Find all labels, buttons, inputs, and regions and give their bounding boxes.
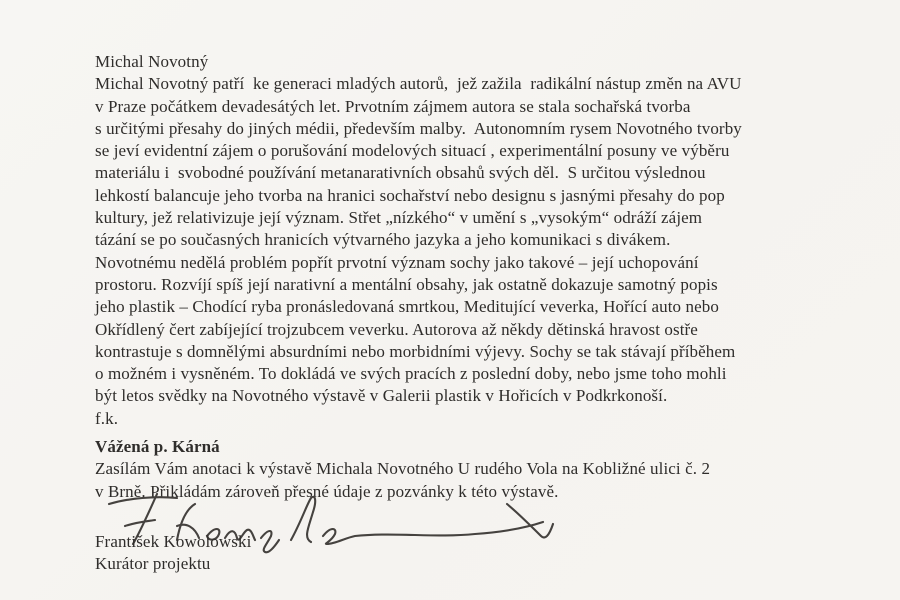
signatory-block [95,531,251,576]
body-line: kultury, jež relativizuje její význam. Střet „nízkého“ v umění s „vysokým“ odráží zájem [95,208,703,228]
body-line: materiálu i svobodné používání metanarativních obsahů svých děl. S určitou výslednou [95,163,706,183]
body-line: tázání se po současných hranicích výtvarného jazyka a jeho komunikaci s divákem. [95,230,671,250]
body-line: být letos svědky na Novotného výstavě v Galerii plastik v Hořicích v Podkrkonoší. [95,386,668,406]
body-line: Okřídlený čert zabíjející trojzubcem veverku. Autorova až někdy dětinská hravost ostře [95,319,698,339]
body-line: Michal Novotný patří ke generaci mladých autorů, jež zažila radikální nástup změn na AVU [95,74,742,94]
body-line: s určitými přesahy do jiných médii, především malby. Autonomním rysem Novotného tvorby [95,118,742,138]
body-line: kontrastuje s domnělými absurdními nebo morbidními výjevy. Sochy se tak stávají příběhem [95,341,736,361]
closing-line: Zasílám Vám anotaci k výstavě Michala Novotného U rudého Vola na Kobližné ulici č. 2 [95,459,711,479]
signatory-role: Kurátor projektu [95,554,211,574]
body-line: o možném i vysněném. To dokládá ve svých pracích z poslední doby, nebo jsme toho mohli [95,364,727,384]
author-heading: Michal Novotný [95,52,209,71]
body-line: prostoru. Rozvíjí spíš její narativní a mentální obsahy, jak ostatně dokazuje samotný popis [95,274,718,294]
body-line: v Praze počátkem devadesátých let. Prvotním zájmem autora se stala sochařská tvorba [95,96,691,116]
signatory-name: František Kowolowski [95,532,252,551]
body-line: jeho plastik – Chodící ryba pronásledovaná smrtkou, Meditující veverka, Hořící auto nebo [95,297,719,317]
author-initials: f.k. [95,408,119,428]
body-line: se jeví evidentní zájem o porušování modelových situací , experimentální posuny ve výběru [95,141,730,161]
body-line: lehkostí balancuje jeho tvorba na hranici sochařství nebo designu s jasnými přesahy do pop [95,185,725,205]
salutation: Vážená p. Kárná [95,437,220,456]
annotation-text-block [95,51,742,430]
closing-line: v Brně. Přikládám zároveň přesné údaje z pozvánky k této výstavě. [95,481,559,501]
body-line: Novotnému nedělá problém popřít prvotní význam sochy jako takové – její uchopování [95,252,699,272]
